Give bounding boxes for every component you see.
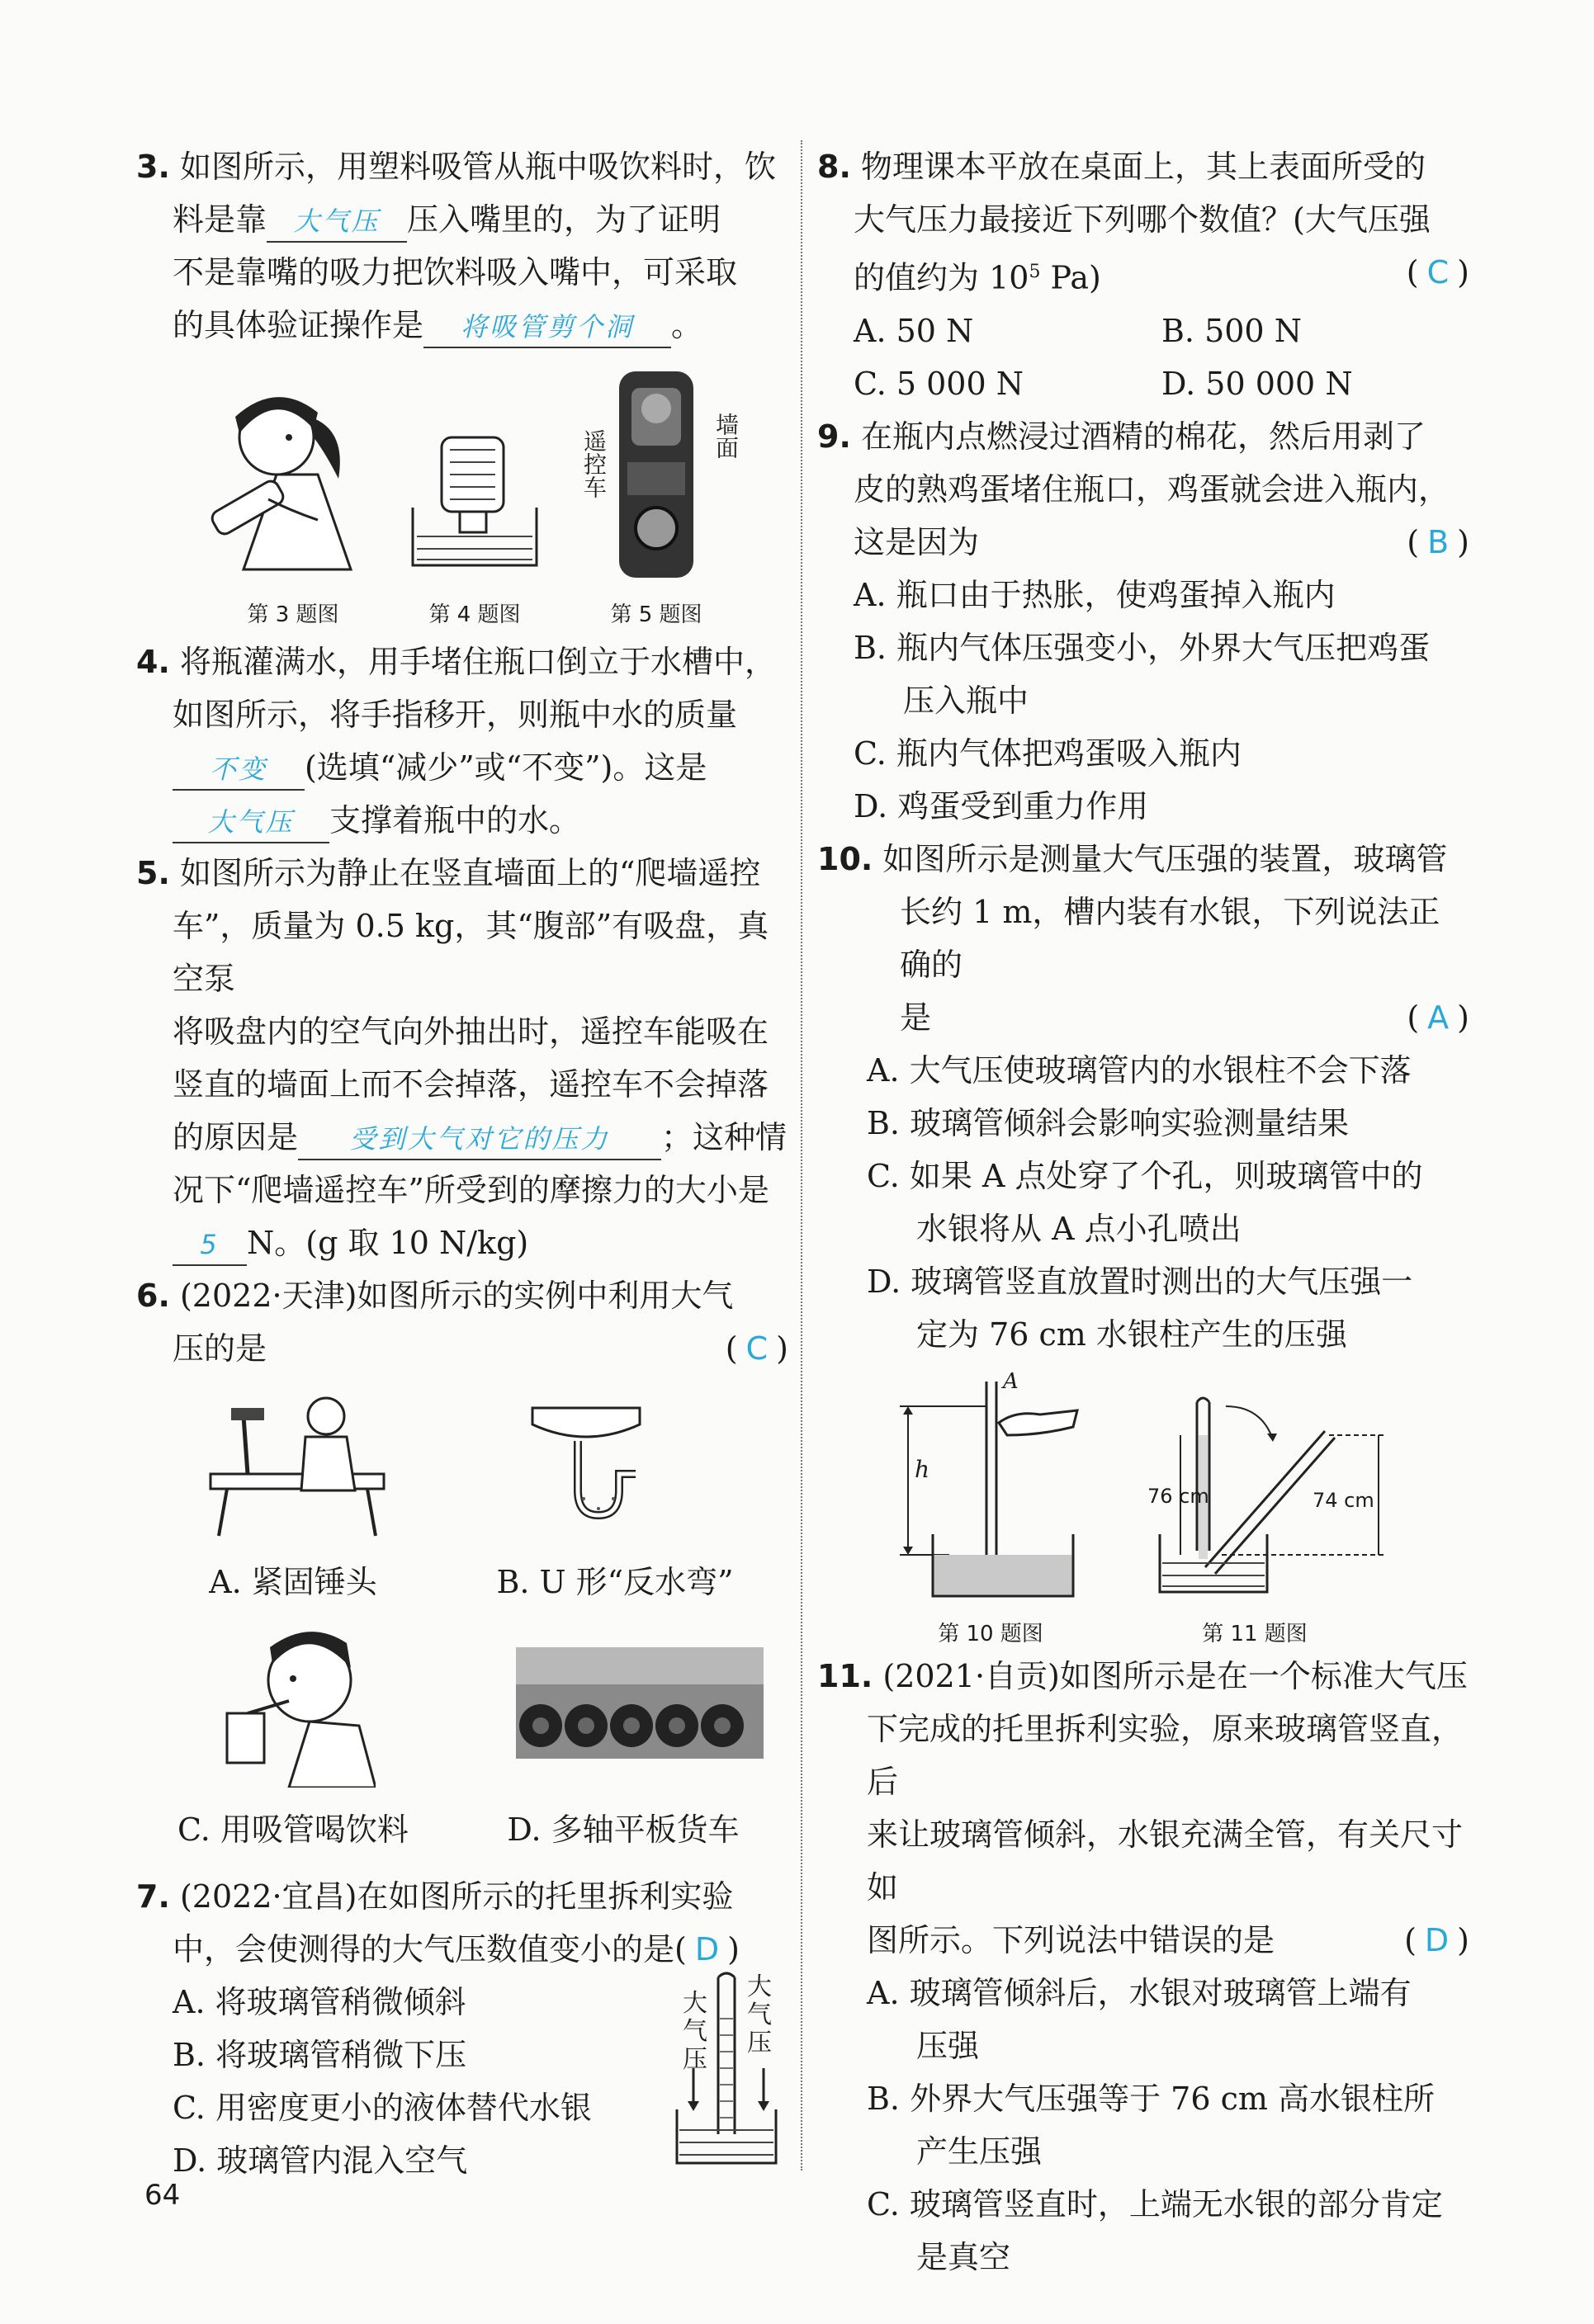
label-wall: 墙面 bbox=[712, 413, 740, 459]
caption-fig-10: 第 10 题图 bbox=[938, 1621, 1043, 1646]
girl-drinking-illustration bbox=[194, 380, 359, 578]
question-text: (2021·自贡)如图所示是在一个标准大气压 bbox=[882, 1657, 1468, 1694]
answer-blank[interactable]: 5 bbox=[173, 1225, 247, 1266]
question-text: 车”，质量为 0.5 kg，其“腹部”有吸盘，真空泵 bbox=[173, 908, 769, 997]
multi-axle-truck-photo bbox=[516, 1647, 764, 1759]
question-text: 图所示。下列说法中错误的是 bbox=[867, 1921, 1275, 1958]
label-74cm: 74 cm bbox=[1313, 1488, 1374, 1512]
question-6 bbox=[136, 1269, 788, 1375]
option-a[interactable]: A. 50 N bbox=[854, 312, 974, 349]
answer-bracket: ( C ) bbox=[725, 1330, 788, 1367]
option-d-continued: 定为 76 cm 水银柱产生的压强 bbox=[916, 1316, 1347, 1353]
option-a[interactable]: A. 瓶口由于热胀，使鸡蛋掉入瓶内 bbox=[854, 576, 1336, 613]
answer-choice[interactable]: C bbox=[745, 1330, 769, 1367]
question-text: (2022·天津)如图所示的实例中利用大气 bbox=[179, 1278, 734, 1314]
answer-blank[interactable]: 受到大气对它的压力 bbox=[298, 1119, 661, 1160]
question-8 bbox=[817, 140, 1469, 410]
question-text: Pa) bbox=[1040, 259, 1101, 296]
question-text: 长约 1 m，槽内装有水银，下列说法正确的 bbox=[900, 893, 1440, 983]
label-76cm: 76 cm bbox=[1147, 1484, 1209, 1508]
label-atmospheric-pressure-right: 大气压 bbox=[747, 1972, 772, 2057]
question-11 bbox=[817, 1650, 1469, 2284]
answer-choice[interactable]: B bbox=[1427, 523, 1450, 560]
option-c-continued: 水银将从 A 点小孔喷出 bbox=[916, 1210, 1242, 1247]
question-10 bbox=[817, 833, 1469, 1361]
column-divider bbox=[801, 140, 802, 2170]
answer-choice[interactable]: A bbox=[1427, 999, 1450, 1036]
question-text: 中，会使测得的大气压数值变小的是 bbox=[173, 1931, 675, 1967]
option-label-d[interactable]: D. 多轴平板货车 bbox=[507, 1811, 740, 1848]
label-remote-car: 遥控车 bbox=[580, 429, 608, 498]
label-atmospheric-pressure-left: 大气压 bbox=[683, 1989, 707, 2074]
option-b[interactable]: B. 外界大气压强等于 76 cm 高水银柱所 bbox=[867, 2080, 1435, 2117]
page-number: 64 bbox=[144, 2179, 181, 2212]
question-text: 的值约为 10 bbox=[854, 259, 1029, 296]
option-c[interactable]: C. 玻璃管竖直时，上端无水银的部分肯定 bbox=[867, 2185, 1443, 2222]
drinking-straw-illustration bbox=[210, 1623, 376, 1788]
figures-3-4-5 bbox=[136, 363, 788, 635]
question-text: 下完成的托里拆利实验，原来玻璃管竖直，后 bbox=[867, 1710, 1464, 1800]
question-text: 况下“爬墙遥控车”所受到的摩擦力的大小是 bbox=[173, 1172, 769, 1208]
option-c[interactable]: C. 瓶内气体把鸡蛋吸入瓶内 bbox=[854, 735, 1242, 772]
option-b-continued: 压入瓶中 bbox=[903, 682, 1029, 719]
left-column bbox=[136, 140, 788, 2187]
option-a[interactable]: A. 玻璃管倾斜后，水银对玻璃管上端有 bbox=[867, 1974, 1412, 2011]
caption-fig-11: 第 11 题图 bbox=[1202, 1621, 1308, 1646]
option-c[interactable]: C. 5 000 N bbox=[854, 365, 1024, 402]
answer-blank[interactable]: 将吸管剪个洞 bbox=[423, 307, 671, 348]
question-3 bbox=[136, 140, 788, 352]
question-text: 压入嘴里的，为了证明 bbox=[407, 201, 721, 238]
option-b-continued: 产生压强 bbox=[916, 2133, 1043, 2170]
question-4 bbox=[136, 635, 788, 847]
superscript: 5 bbox=[1029, 262, 1041, 282]
option-d[interactable]: D. 鸡蛋受到重力作用 bbox=[854, 787, 1149, 824]
question-number: 11. bbox=[817, 1657, 873, 1694]
figures-10-11 bbox=[817, 1368, 1469, 1650]
question-number: 9. bbox=[817, 418, 851, 455]
question-number: 4. bbox=[136, 644, 170, 680]
inverted-bottle-illustration bbox=[409, 429, 541, 578]
option-b[interactable]: B. 瓶内气体压强变小，外界大气压把鸡蛋 bbox=[854, 629, 1431, 666]
option-a[interactable]: A. 将玻璃管稍微倾斜 bbox=[173, 1984, 466, 2020]
hammer-bench-illustration bbox=[202, 1383, 392, 1540]
question-text: 来让玻璃管倾斜，水银充满全管，有关尺寸如 bbox=[867, 1816, 1464, 1906]
figures-6 bbox=[136, 1375, 788, 1870]
question-text: 料是靠 bbox=[173, 201, 267, 238]
answer-blank[interactable]: 大气压 bbox=[173, 802, 329, 843]
question-text: ；这种情 bbox=[661, 1119, 788, 1155]
option-b[interactable]: B. 500 N bbox=[1161, 312, 1302, 349]
answer-bracket: ( C ) bbox=[1406, 254, 1469, 290]
option-c[interactable]: C. 用密度更小的液体替代水银 bbox=[173, 2090, 592, 2126]
question-text: 将瓶灌满水，用手堵住瓶口倒立于水槽中， bbox=[179, 644, 776, 680]
option-b[interactable]: B. 玻璃管倾斜会影响实验测量结果 bbox=[867, 1104, 1350, 1141]
answer-bracket: ( D ) bbox=[674, 1931, 740, 1967]
caption-fig-5: 第 5 题图 bbox=[610, 602, 702, 627]
question-text: 将吸盘内的空气向外抽出时，遥控车能吸在 bbox=[173, 1013, 769, 1050]
question-text: 在瓶内点燃浸过酒精的棉花，然后用剥了 bbox=[860, 418, 1426, 455]
option-label-b[interactable]: B. U 形“反水弯” bbox=[496, 1564, 734, 1600]
answer-blank[interactable]: 不变 bbox=[173, 749, 305, 791]
question-number: 3. bbox=[136, 149, 170, 185]
answer-bracket: ( A ) bbox=[1407, 999, 1469, 1036]
option-c[interactable]: C. 如果 A 点处穿了个孔，则玻璃管中的 bbox=[867, 1157, 1423, 1194]
question-text: (2022·宜昌)在如图所示的托里拆利实验 bbox=[179, 1878, 734, 1915]
question-text: 大气压力最接近下列哪个数值？(大气压强 bbox=[854, 201, 1431, 238]
question-text: 如图所示是测量大气压强的装置，玻璃管 bbox=[882, 840, 1448, 877]
answer-choice[interactable]: D bbox=[1424, 1921, 1450, 1958]
question-text: 竖直的墙面上而不会掉落，遥控车不会掉落 bbox=[173, 1066, 769, 1103]
question-text: 这是因为 bbox=[854, 523, 980, 560]
question-number: 8. bbox=[817, 149, 851, 185]
question-text: 。 bbox=[671, 307, 703, 343]
question-number: 6. bbox=[136, 1278, 170, 1314]
u-trap-sink-illustration bbox=[524, 1400, 648, 1523]
question-text: 是 bbox=[900, 999, 932, 1036]
option-a-continued: 压强 bbox=[916, 2027, 980, 2064]
answer-bracket: ( B ) bbox=[1407, 523, 1469, 560]
question-text: 压的是 bbox=[173, 1330, 267, 1367]
question-text: N。(g 取 10 N/kg) bbox=[247, 1225, 529, 1261]
question-7 bbox=[136, 1870, 788, 2187]
option-d[interactable]: D. 50 000 N bbox=[1161, 365, 1353, 402]
question-number: 10. bbox=[817, 840, 873, 877]
label-height-h: h bbox=[915, 1455, 930, 1483]
question-text: 的原因是 bbox=[173, 1119, 299, 1155]
question-text: 如图所示，将手指移开，则瓶中水的质量 bbox=[173, 697, 738, 733]
question-text: (选填“减少”或“不变”)。这是 bbox=[305, 749, 707, 786]
fig-10-barometer-diagram bbox=[883, 1377, 1106, 1600]
torricelli-tube-diagram bbox=[673, 1969, 780, 2167]
option-c-continued: 是真空 bbox=[916, 2238, 1011, 2275]
question-text: 如图所示为静止在竖直墙面上的“爬墙遥控 bbox=[179, 855, 761, 891]
label-point-a: A bbox=[1003, 1368, 1019, 1394]
option-label-a[interactable]: A. 紧固锤头 bbox=[209, 1564, 377, 1600]
question-text: 物理课本平放在桌面上，其上表面所受的 bbox=[860, 149, 1426, 185]
caption-fig-4: 第 4 题图 bbox=[428, 602, 521, 627]
option-label-c[interactable]: C. 用吸管喝饮料 bbox=[177, 1811, 409, 1848]
question-number: 5. bbox=[136, 855, 170, 891]
question-text: 支撑着瓶中的水。 bbox=[329, 802, 581, 838]
question-9 bbox=[817, 410, 1469, 833]
right-column bbox=[817, 140, 1469, 2284]
answer-choice[interactable]: C bbox=[1426, 254, 1450, 290]
caption-fig-3: 第 3 题图 bbox=[247, 602, 339, 627]
answer-bracket: ( D ) bbox=[1404, 1921, 1469, 1958]
answer-blank[interactable]: 大气压 bbox=[267, 201, 407, 243]
wall-climbing-car-photo bbox=[611, 363, 710, 586]
option-b[interactable]: B. 将玻璃管稍微下压 bbox=[173, 2037, 467, 2073]
question-text: 皮的熟鸡蛋堵住瓶口，鸡蛋就会进入瓶内， bbox=[854, 470, 1450, 508]
option-d[interactable]: D. 玻璃管内混入空气 bbox=[173, 2142, 468, 2179]
option-d[interactable]: D. 玻璃管竖直放置时测出的大气压强一 bbox=[867, 1263, 1413, 1300]
answer-choice[interactable]: D bbox=[694, 1931, 720, 1967]
question-text: 如图所示，用塑料吸管从瓶中吸饮料时，饮 bbox=[179, 149, 776, 185]
question-5 bbox=[136, 847, 788, 1269]
question-text: 不是靠嘴的吸力把饮料吸入嘴中，可采取 bbox=[173, 254, 738, 290]
option-a[interactable]: A. 大气压使玻璃管内的水银柱不会下落 bbox=[867, 1051, 1412, 1089]
question-number: 7. bbox=[136, 1878, 170, 1915]
question-text: 的具体验证操作是 bbox=[173, 307, 424, 343]
